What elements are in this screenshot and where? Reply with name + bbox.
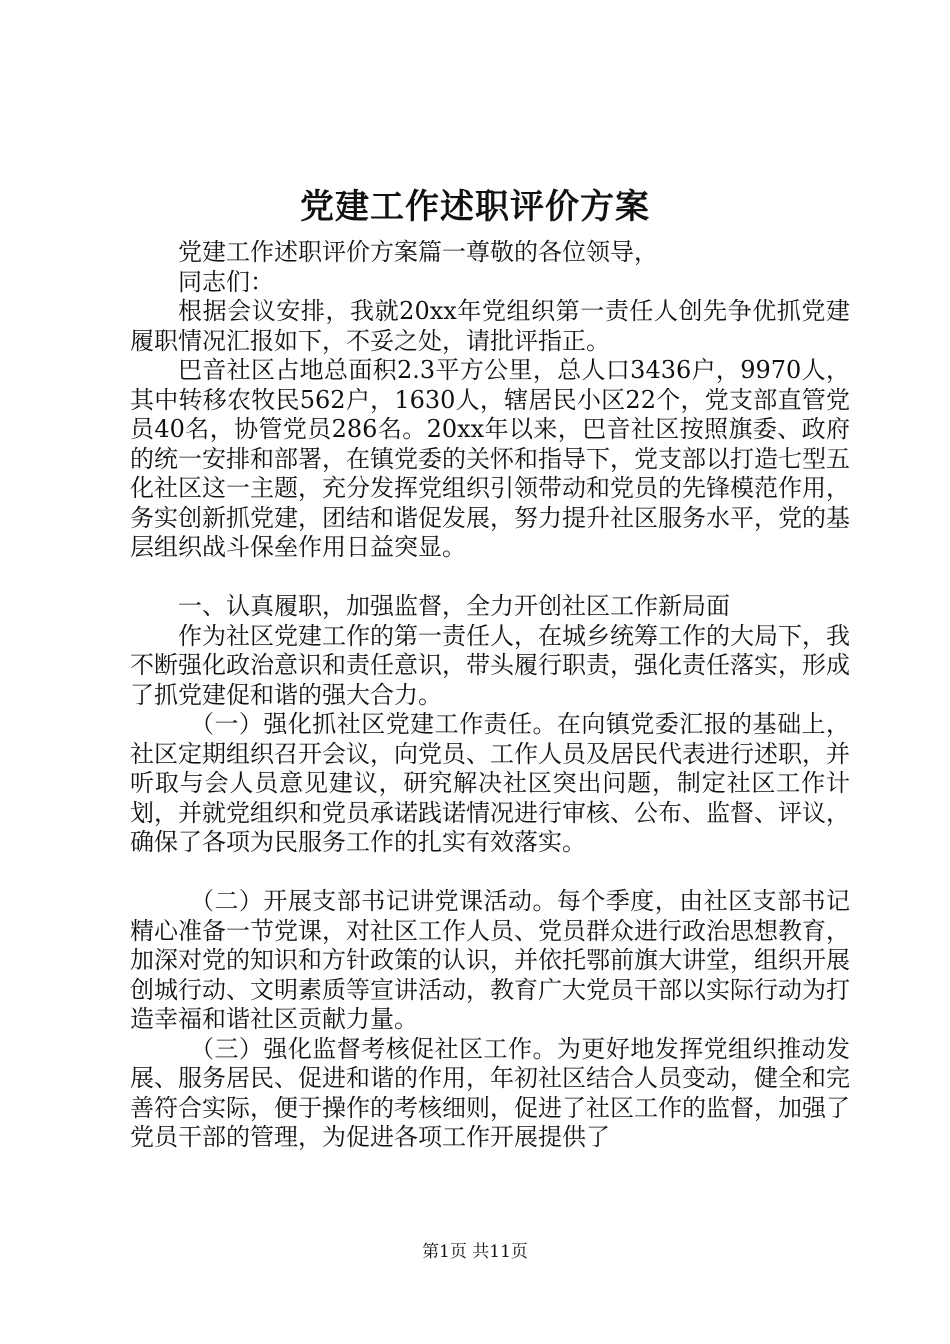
paragraph-subsection-2: （二）开展支部书记讲党课活动。每个季度，由社区支部书记精心准备一节党课，对社区工作人员、党员群众进行政治思想教育，加深对党的知识和方针政策的认识，并依托鄂前旗大讲堂，组织开展创城行动、文明素质等宣讲活动，教育广大党员干部以实际行动为打造幸福和谐社区贡献力量。 xyxy=(130,887,850,1033)
document-body xyxy=(130,238,850,1153)
paragraph-section-1-intro: 作为社区党建工作的第一责任人，在城乡统筹工作的大局下，我不断强化政治意识和责任意识，带头履行职责，强化责任落实，形成了抓党建促和谐的强大合力。 xyxy=(130,621,850,709)
paragraph-subsection-3: （三）强化监督考核促社区工作。为更好地发挥党组织推动发展、服务居民、促进和谐的作用，年初社区结合人员变动，健全和完善符合实际，便于操作的考核细则，促进了社区工作的监督，加强了党员干部的管理，为促进各项工作开展提供了 xyxy=(130,1034,850,1151)
paragraph-greeting: 同志们： xyxy=(178,267,274,296)
paragraph-salutation: 党建工作述职评价方案篇一尊敬的各位领导， xyxy=(178,238,658,266)
section-heading-1: 一、认真履职，加强监督，全力开创社区工作新局面 xyxy=(178,592,730,620)
page-number: 第1页 共11页 xyxy=(422,1242,528,1262)
paragraph-intro: 根据会议安排，我就20xx年党组织第一责任人创先争优抓党建履职情况汇报如下，不妥之处，请批评指正。 xyxy=(130,297,850,355)
document-title: 党建工作述职评价方案 xyxy=(300,187,650,227)
paragraph-community-overview: 巴音社区占地总面积2.3平方公里，总人口3436户，9970人，其中转移农牧民562户，1630人，辖居民小区22个，党支部直管党员40名，协管党员286名。20xx年以来，巴音社区按照旗委、政府的统一安排和部署，在镇党委的关怀和指导下，党支部以打造七型五化社区这一主题，充分发挥党组织引领带动和党员的先锋模范作用，务实创新抓党建，团结和谐促发展，努力提升社区服务水平，党的基层组织战斗保垒作用日益突显。 xyxy=(130,356,850,561)
paragraph-subsection-1: （一）强化抓社区党建工作责任。在向镇党委汇报的基础上，社区定期组织召开会议，向党员、工作人员及居民代表进行述职，并听取与会人员意见建议，研究解决社区突出问题，制定社区工作计划，并就党组织和党员承诺践诺情况进行审核、公布、监督、评议，确保了各项为民服务工作的扎实有效落实。 xyxy=(130,710,850,856)
